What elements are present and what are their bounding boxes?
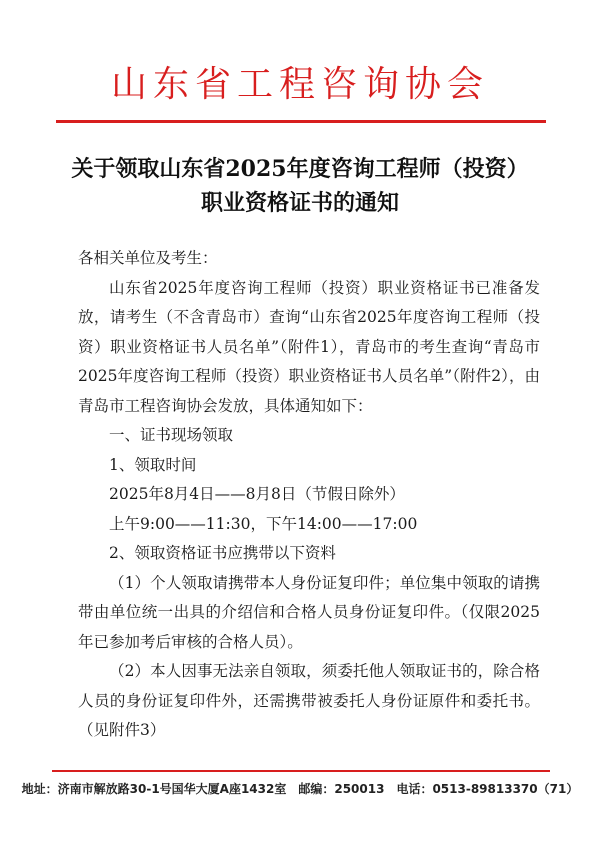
footer-red-rule bbox=[52, 770, 550, 772]
letterhead-organization-name: 山东省工程咨询协会 bbox=[110, 64, 489, 105]
collection-dates: 2025年8月4日——8月8日（节假日除外） bbox=[109, 485, 405, 503]
requirement-point-2: （2）本人因事无法亲自领取，须委托他人领取证书的，除合格人员的身份证复印件外，还需携带被委托人身份证原件和委托书。（见附件3） bbox=[78, 662, 540, 739]
notice-title bbox=[0, 152, 600, 220]
item-heading-required-materials: 2、领取资格证书应携带以下资料 bbox=[109, 544, 336, 562]
letterhead-red-rule bbox=[56, 120, 546, 123]
item-heading-collection-time: 1、领取时间 bbox=[109, 455, 197, 474]
footer-contact-info: 地址：济南市解放路30-1号国华大厦A座1432室 邮编：250013 电话：0513-89813370（71） bbox=[21, 782, 579, 796]
notice-title-line-2: 职业资格证书的通知 bbox=[200, 190, 399, 216]
notice-title-line-1: 关于领取山东省2025年度咨询工程师（投资） bbox=[71, 156, 529, 182]
intro-paragraph: 山东省2025年度咨询工程师（投资）职业资格证书已准备发放，请考生（不含青岛市）查询“山东省2025年度咨询工程师（投资）职业资格证书人员名单”（附件1），青岛市的考生查询“青岛市2025年度咨询工程师（投资）职业资格证书人员名单”（附件2），由青岛市工程咨询协会发放，具体通知如下： bbox=[78, 278, 540, 415]
collection-hours: 上午9:00——11:30，下午14:00——17:00 bbox=[109, 514, 418, 533]
section-heading-1: 一、证书现场领取 bbox=[109, 426, 234, 444]
requirement-point-1: （1）个人领取请携带本人身份证复印件；单位集中领取的请携带由单位统一出具的介绍信和合格人员身份证复印件。（仅限2025年已参加考后审核的合格人员）。 bbox=[78, 573, 540, 651]
salutation: 各相关单位及考生： bbox=[78, 249, 218, 267]
notice-body bbox=[78, 244, 540, 746]
